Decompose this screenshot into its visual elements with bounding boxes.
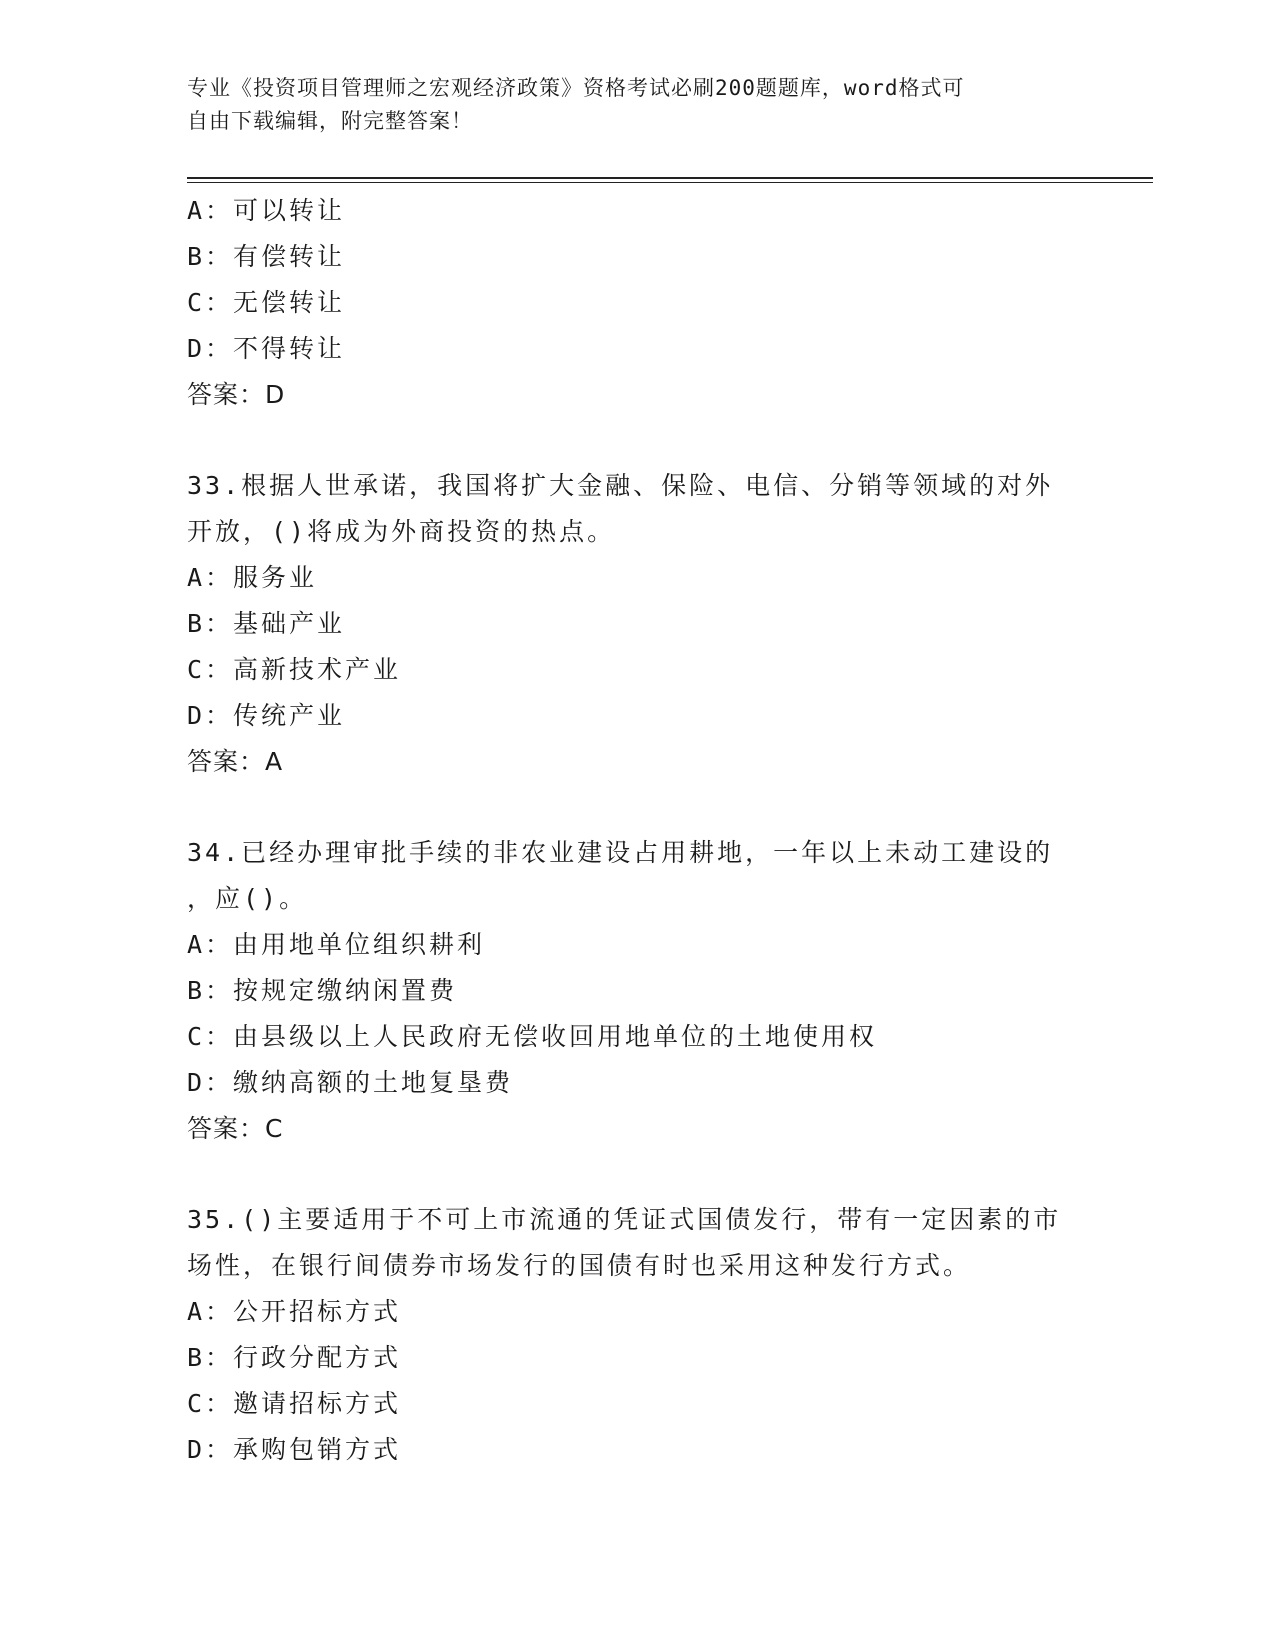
option-a: A：服务业 [187,563,318,592]
header-divider-thick [187,177,1153,179]
header-divider-thin [187,182,1153,183]
question-stem-line: 34.已经办理审批手续的非农业建设占用耕地，一年以上未动工建设的 [187,838,1054,867]
option-c: C：邀请招标方式 [187,1389,402,1418]
question-stem-line: 33.根据人世承诺，我国将扩大金融、保险、电信、分销等领域的对外 [187,471,1054,500]
question-stem-line: ，应()。 [187,884,308,913]
question-stem-line: 开放，()将成为外商投资的热点。 [187,517,616,546]
option-d: D：承购包销方式 [187,1435,402,1464]
option-b: B：按规定缴纳闲置费 [187,976,458,1005]
option-d: D：缴纳高额的土地复垦费 [187,1068,514,1097]
option-b: B：有偿转让 [187,242,346,271]
question-35 [187,1197,1087,1473]
option-b: B：基础产业 [187,609,346,638]
option-c: C：高新技术产业 [187,655,402,684]
option-c: C：无偿转让 [187,288,346,317]
document-header [187,72,1067,138]
question-stem-line: 35.()主要适用于不可上市流通的凭证式国债发行，带有一定因素的市 [187,1205,1062,1234]
question-list [187,188,1087,1473]
option-a: A：由用地单位组织耕利 [187,930,486,959]
question-stem-line: 场性，在银行间债券市场发行的国债有时也采用这种发行方式。 [187,1251,972,1280]
header-line-1: 专业《投资项目管理师之宏观经济政策》资格考试必刷200题题库，word格式可 [187,76,965,100]
question-32 [187,188,1087,418]
answer: 答案：C [187,1114,284,1143]
option-a: A：公开招标方式 [187,1297,402,1326]
option-c: C：由县级以上人民政府无偿收回用地单位的土地使用权 [187,1022,878,1051]
question-34 [187,830,1087,1152]
header-line-2: 自由下载编辑，附完整答案！ [187,109,473,133]
answer: 答案：A [187,747,284,776]
option-d: D：不得转让 [187,334,346,363]
answer: 答案：D [187,380,286,409]
option-d: D：传统产业 [187,701,346,730]
question-33 [187,463,1087,785]
option-a: A：可以转让 [187,196,346,225]
option-b: B：行政分配方式 [187,1343,402,1372]
